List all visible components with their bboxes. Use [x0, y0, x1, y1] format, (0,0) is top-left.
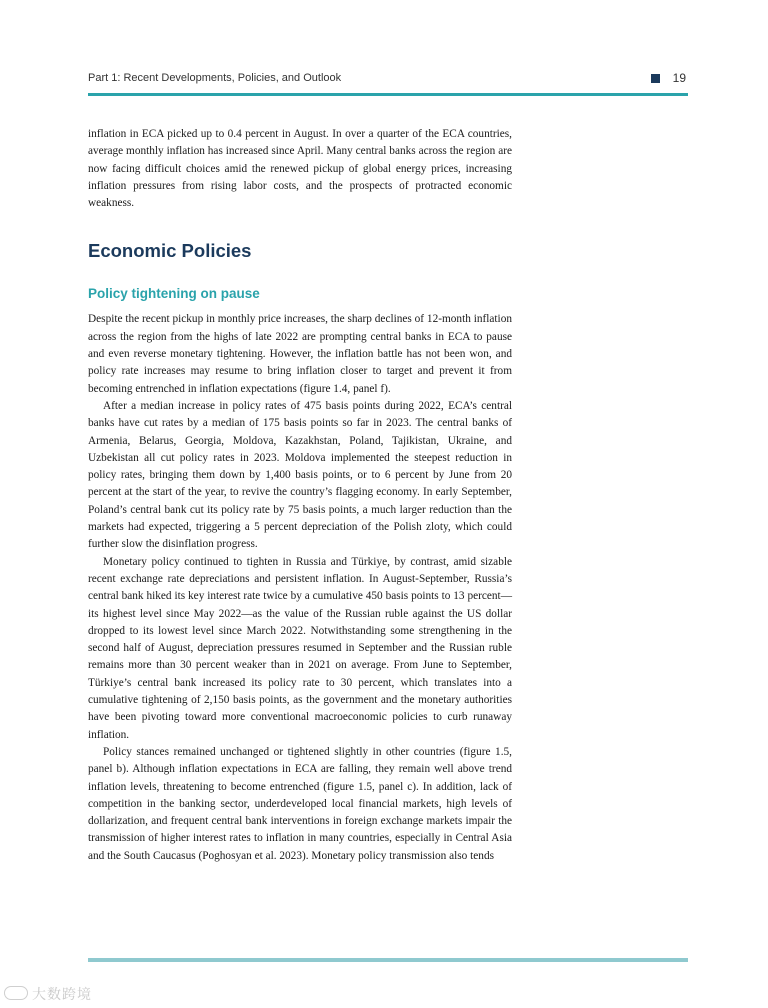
watermark-text: 大数跨境 — [32, 987, 92, 1003]
footer-rule — [88, 958, 688, 962]
watermark — [4, 984, 92, 1004]
body-paragraph: Monetary policy continued to tighten in Russia and Türkiye, by contrast, amid sizable recent exchange rate depreciations and persistent inflation. In August-September, Russia’s central bank hiked its key interest rate twice by a cumulative 450 basis points to 13 percent—its highest level since May 2022—as the value of the Russian ruble against the US dollar dropped to its lowest level since March 2022. Notwithstanding some strengthening in the second half of August, depreciation pressures resumed in September and the Russian ruble remains more than 30 percent weaker than in 2021 on average. From June to September, Türkiye’s central bank increased its policy rate to 30 percent, which translates into a cumulative tightening of 2,150 basis points, as the government and the monetary authorities have been pivoting toward more conventional macroeconomic policies to curb runaway inflation. — [88, 555, 512, 741]
body-paragraph: Despite the recent pickup in monthly price increases, the sharp declines of 12-month inflation across the region from the highs of late 2022 are prompting central banks in ECA to pause and even reverse monetary tightening. However, the inflation battle has not been won, and policy rate increases may resume to bring inflation closer to target and prevent it from becoming entrenched in inflation expectations (figure 1.4, panel f). — [88, 313, 512, 395]
watermark-logo-icon — [4, 986, 28, 1000]
section-heading: Economic Policies — [88, 240, 252, 262]
page-number: 19 — [672, 71, 686, 85]
running-header-title: Part 1: Recent Developments, Policies, and Outlook — [88, 72, 342, 84]
body-paragraph: After a median increase in policy rates of 475 basis points during 2022, ECA’s central banks have cut rates by a median of 175 basis points so far in 2023. The central banks of Armenia, Belarus, Georgia, Moldova, Kazakhstan, Poland, Tajikistan, Ukraine, and Uzbekistan all cut policy rates in 2023. Moldova implemented the steepest reduction in policy rates, bringing them down by 1,400 basis points, or to 6 percent by June from 20 percent at the start of the year, to revive the country’s flagging economy. In early September, Poland’s central bank cut its policy rate by 75 basis points, a much larger reduction than the markets had expected, triggering a 5 percent depreciation of the Polish zloty, which could further slow the disinflation progress. — [88, 399, 512, 551]
header-square-marker — [651, 74, 660, 83]
body-paragraph: Policy stances remained unchanged or tightened slightly in other countries (figure 1.5, panel b). Although inflation expectations in ECA are falling, they remain well above trend inflation levels, threatening to become entrenched (figure 1.5, panel c). In addition, lack of competition in the banking sector, underdeveloped local financial markets, high levels of dollarization, and frequent central bank interventions in foreign exchange markets impair the transmission of higher interest rates to inflation in many countries, especially in Central Asia and the South Caucasus (Poghosyan et al. 2023). Monetary policy transmission also tends — [88, 745, 512, 862]
subsection-heading: Policy tightening on pause — [88, 286, 260, 302]
intro-paragraph: inflation in ECA picked up to 0.4 percent in August. In over a quarter of the ECA countries, average monthly inflation has increased since April. Many central banks across the region are now facing difficult choices amid the renewed pickup of global energy prices, increasing inflation pressures from rising labor costs, and the prospects of protracted economic weakness. — [88, 128, 512, 210]
body-text-column — [88, 126, 512, 865]
running-header — [88, 71, 688, 89]
header-rule — [88, 93, 688, 96]
